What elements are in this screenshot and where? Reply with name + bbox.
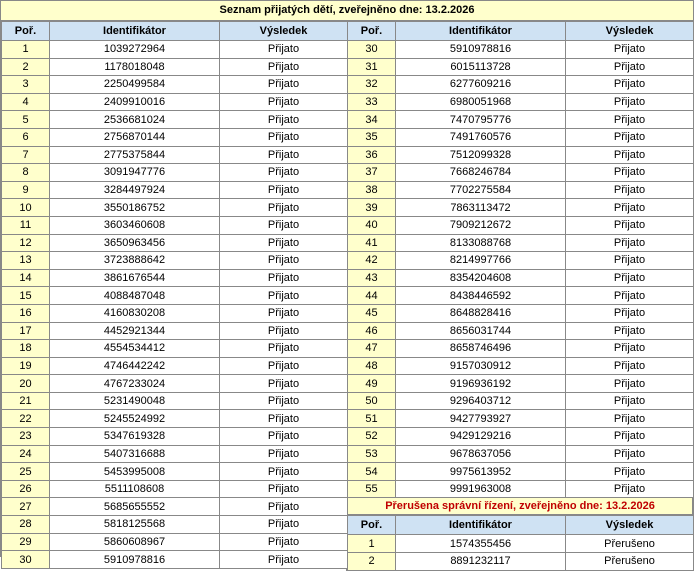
cell-por: 23: [2, 428, 50, 446]
table-row: [2, 216, 348, 234]
cell-vysledek: Přijato: [566, 41, 694, 59]
cell-vysledek: Přijato: [220, 340, 348, 358]
cell-por: 28: [2, 516, 50, 534]
table-row: [348, 410, 694, 428]
cell-ident: 9429129216: [396, 428, 566, 446]
cell-vysledek: Přijato: [566, 287, 694, 305]
cell-ident: 3091947776: [50, 164, 220, 182]
table-row: [348, 234, 694, 252]
cell-vysledek: Přijato: [566, 199, 694, 217]
table-row: [2, 287, 348, 305]
cell-ident: 8648828416: [396, 304, 566, 322]
cell-vysledek: Přijato: [566, 269, 694, 287]
column-header-vysledek: Výsledek: [566, 22, 694, 41]
column-header-identifikator: Identifikátor: [396, 22, 566, 41]
table-row: [2, 58, 348, 76]
cell-vysledek: Přijato: [220, 322, 348, 340]
column-header-vysledek: Výsledek: [566, 516, 694, 535]
table-row: [348, 445, 694, 463]
table-row: [2, 164, 348, 182]
table-row: [2, 322, 348, 340]
cell-vysledek: Přijato: [220, 428, 348, 446]
table-row: [2, 357, 348, 375]
cell-ident: 5910978816: [396, 41, 566, 59]
cell-ident: 3861676544: [50, 269, 220, 287]
cell-vysledek: Přijato: [220, 269, 348, 287]
cell-ident: 1574355456: [396, 535, 566, 553]
cell-por: 4: [2, 93, 50, 111]
table-row: [348, 322, 694, 340]
accepted-table-right-wrap: [347, 21, 693, 498]
cell-por: 37: [348, 164, 396, 182]
cell-por: 38: [348, 181, 396, 199]
cell-ident: 8133088768: [396, 234, 566, 252]
cell-por: 30: [2, 551, 50, 569]
cell-por: 12: [2, 234, 50, 252]
cell-ident: 9975613952: [396, 463, 566, 481]
accepted-table-left-body: [2, 41, 348, 569]
cell-vysledek: Přijato: [566, 252, 694, 270]
cell-por: 32: [348, 76, 396, 94]
cell-ident: 4452921344: [50, 322, 220, 340]
cell-por: 36: [348, 146, 396, 164]
table-row: [348, 111, 694, 129]
cell-ident: 7909212672: [396, 216, 566, 234]
table-row: [348, 535, 694, 553]
table-row: [2, 76, 348, 94]
table-row: [2, 375, 348, 393]
accepted-table-right-body: [348, 41, 694, 498]
table-row: [348, 392, 694, 410]
cell-por: 6: [2, 128, 50, 146]
cell-por: 53: [348, 445, 396, 463]
table-row: [2, 498, 348, 516]
table-row: [348, 181, 694, 199]
cell-ident: 5818125568: [50, 516, 220, 534]
table-row: [348, 287, 694, 305]
cell-ident: 4767233024: [50, 375, 220, 393]
cell-ident: 3603460608: [50, 216, 220, 234]
cell-vysledek: Přijato: [566, 322, 694, 340]
table-row: [348, 357, 694, 375]
cell-vysledek: Přijato: [566, 234, 694, 252]
cell-vysledek: Přijato: [566, 340, 694, 358]
cell-por: 34: [348, 111, 396, 129]
cell-vysledek: Přijato: [220, 111, 348, 129]
cell-por: 50: [348, 392, 396, 410]
table-row: [348, 269, 694, 287]
cell-por: 47: [348, 340, 396, 358]
cell-por: 22: [2, 410, 50, 428]
cell-por: 9: [2, 181, 50, 199]
cell-por: 27: [2, 498, 50, 516]
column-header-identifikator: Identifikátor: [396, 516, 566, 535]
cell-vysledek: Přijato: [566, 304, 694, 322]
cell-ident: 4160830208: [50, 304, 220, 322]
cell-por: 11: [2, 216, 50, 234]
accepted-table-left-wrap: [1, 21, 346, 569]
cell-por: 1: [2, 41, 50, 59]
cell-vysledek: Přijato: [566, 128, 694, 146]
cell-vysledek: Přijato: [220, 463, 348, 481]
cell-ident: 5685655552: [50, 498, 220, 516]
cell-por: 5: [2, 111, 50, 129]
table-row: [2, 128, 348, 146]
cell-por: 16: [2, 304, 50, 322]
cell-por: 31: [348, 58, 396, 76]
cell-vysledek: Přijato: [566, 480, 694, 498]
table-row: [2, 269, 348, 287]
cell-ident: 6277609216: [396, 76, 566, 94]
cell-ident: 8438446592: [396, 287, 566, 305]
table-row: [348, 340, 694, 358]
cell-ident: 4746442242: [50, 357, 220, 375]
cell-ident: 8891232117: [396, 553, 566, 571]
cell-por: 29: [2, 533, 50, 551]
cell-por: 24: [2, 445, 50, 463]
cell-ident: 3284497924: [50, 181, 220, 199]
cell-vysledek: Přijato: [566, 216, 694, 234]
cell-vysledek: Přijato: [566, 164, 694, 182]
table-row: [348, 164, 694, 182]
table-row: [2, 41, 348, 59]
cell-ident: 5407316688: [50, 445, 220, 463]
cell-por: 3: [2, 76, 50, 94]
cell-por: 46: [348, 322, 396, 340]
table-header-row: [348, 22, 694, 41]
cell-por: 13: [2, 252, 50, 270]
interrupted-table-wrap: [347, 515, 693, 570]
right-column: [347, 21, 693, 571]
cell-vysledek: Přerušeno: [566, 535, 694, 553]
table-header-row: [2, 22, 348, 41]
cell-por: 17: [2, 322, 50, 340]
cell-ident: 5231490048: [50, 392, 220, 410]
cell-ident: 7863113472: [396, 199, 566, 217]
cell-por: 55: [348, 480, 396, 498]
cell-por: 30: [348, 41, 396, 59]
cell-por: 41: [348, 234, 396, 252]
table-row: [348, 76, 694, 94]
cell-vysledek: Přijato: [220, 76, 348, 94]
table-row: [2, 234, 348, 252]
cell-ident: 7491760576: [396, 128, 566, 146]
cell-vysledek: Přijato: [566, 93, 694, 111]
cell-por: 25: [2, 463, 50, 481]
cell-ident: 8658746496: [396, 340, 566, 358]
cell-vysledek: Přijato: [566, 410, 694, 428]
cell-por: 52: [348, 428, 396, 446]
table-row: [348, 128, 694, 146]
cell-vysledek: Přijato: [220, 234, 348, 252]
cell-por: 14: [2, 269, 50, 287]
column-header-por: Poř.: [2, 22, 50, 41]
table-row: [348, 480, 694, 498]
cell-ident: 2775375844: [50, 146, 220, 164]
left-column-spacer: [1, 569, 346, 571]
cell-por: 49: [348, 375, 396, 393]
table-row: [2, 111, 348, 129]
table-row: [348, 146, 694, 164]
table-row: [348, 58, 694, 76]
cell-vysledek: Přijato: [220, 252, 348, 270]
cell-ident: 2536681024: [50, 111, 220, 129]
cell-vysledek: Přijato: [566, 357, 694, 375]
cell-ident: 2756870144: [50, 128, 220, 146]
table-row: [2, 252, 348, 270]
cell-ident: 1039272964: [50, 41, 220, 59]
table-row: [2, 392, 348, 410]
cell-ident: 2409910016: [50, 93, 220, 111]
table-row: [348, 41, 694, 59]
cell-por: 26: [2, 480, 50, 498]
cell-ident: 7512099328: [396, 146, 566, 164]
interrupted-section-title: Přerušena správní řízení, zveřejněno dne: 13.2.2026: [347, 498, 693, 515]
table-row: [348, 553, 694, 571]
cell-por: 33: [348, 93, 396, 111]
cell-vysledek: Přijato: [566, 463, 694, 481]
cell-vysledek: Přijato: [220, 480, 348, 498]
cell-ident: 8214997766: [396, 252, 566, 270]
cell-por: 35: [348, 128, 396, 146]
cell-por: 18: [2, 340, 50, 358]
table-row: [2, 304, 348, 322]
cell-por: 1: [348, 535, 396, 553]
cell-por: 20: [2, 375, 50, 393]
accepted-table-left: [1, 21, 348, 569]
cell-por: 54: [348, 463, 396, 481]
cell-ident: 3550186752: [50, 199, 220, 217]
cell-ident: 9678637056: [396, 445, 566, 463]
cell-por: 10: [2, 199, 50, 217]
table-row: [2, 199, 348, 217]
interrupted-table-body: [348, 535, 694, 570]
cell-por: 7: [2, 146, 50, 164]
cell-ident: 5347619328: [50, 428, 220, 446]
table-row: [348, 93, 694, 111]
cell-por: 42: [348, 252, 396, 270]
column-header-por: Poř.: [348, 22, 396, 41]
cell-por: 48: [348, 357, 396, 375]
table-row: [348, 463, 694, 481]
cell-vysledek: Přijato: [220, 498, 348, 516]
accepted-table-right: [347, 21, 694, 498]
cell-vysledek: Přijato: [220, 41, 348, 59]
cell-vysledek: Přijato: [220, 357, 348, 375]
table-row: [348, 428, 694, 446]
cell-vysledek: Přijato: [220, 410, 348, 428]
cell-ident: 9427793927: [396, 410, 566, 428]
two-column-layout: [1, 21, 693, 571]
column-header-vysledek: Výsledek: [220, 22, 348, 41]
table-row: [2, 463, 348, 481]
cell-ident: 6015113728: [396, 58, 566, 76]
cell-vysledek: Přijato: [566, 428, 694, 446]
cell-ident: 9157030912: [396, 357, 566, 375]
table-row: [2, 551, 348, 569]
cell-ident: 9296403712: [396, 392, 566, 410]
cell-vysledek: Přijato: [566, 76, 694, 94]
cell-ident: 1178018048: [50, 58, 220, 76]
cell-ident: 9991963008: [396, 480, 566, 498]
cell-vysledek: Přijato: [220, 93, 348, 111]
cell-por: 15: [2, 287, 50, 305]
cell-vysledek: Přijato: [220, 551, 348, 569]
table-row: [2, 445, 348, 463]
table-row: [2, 428, 348, 446]
page-title: Seznam přijatých dětí, zveřejněno dne: 13.2.2026: [1, 1, 693, 21]
cell-vysledek: Přijato: [220, 58, 348, 76]
table-row: [348, 252, 694, 270]
cell-vysledek: Přijato: [220, 375, 348, 393]
cell-ident: 9196936192: [396, 375, 566, 393]
cell-vysledek: Přijato: [220, 164, 348, 182]
cell-vysledek: Přijato: [566, 181, 694, 199]
cell-vysledek: Přijato: [220, 287, 348, 305]
table-row: [2, 533, 348, 551]
column-header-identifikator: Identifikátor: [50, 22, 220, 41]
cell-ident: 7668246784: [396, 164, 566, 182]
table-row: [2, 340, 348, 358]
cell-vysledek: Přijato: [220, 128, 348, 146]
cell-vysledek: Přijato: [566, 111, 694, 129]
table-row: [348, 199, 694, 217]
cell-por: 19: [2, 357, 50, 375]
cell-ident: 5511108608: [50, 480, 220, 498]
cell-por: 39: [348, 199, 396, 217]
cell-vysledek: Přijato: [566, 58, 694, 76]
cell-ident: 5910978816: [50, 551, 220, 569]
cell-vysledek: Přijato: [220, 216, 348, 234]
cell-ident: 5860608967: [50, 533, 220, 551]
cell-ident: 5453995008: [50, 463, 220, 481]
cell-por: 8: [2, 164, 50, 182]
cell-ident: 4088487048: [50, 287, 220, 305]
cell-vysledek: Přijato: [566, 146, 694, 164]
cell-ident: 7702275584: [396, 181, 566, 199]
cell-por: 44: [348, 287, 396, 305]
cell-vysledek: Přijato: [220, 533, 348, 551]
left-column: [1, 21, 347, 571]
cell-vysledek: Přijato: [220, 199, 348, 217]
cell-ident: 3650963456: [50, 234, 220, 252]
cell-vysledek: Přijato: [220, 146, 348, 164]
cell-por: 51: [348, 410, 396, 428]
cell-vysledek: Přijato: [220, 181, 348, 199]
cell-ident: 7470795776: [396, 111, 566, 129]
cell-por: 45: [348, 304, 396, 322]
table-row: [2, 410, 348, 428]
cell-vysledek: Přijato: [220, 304, 348, 322]
table-row: [2, 146, 348, 164]
cell-ident: 2250499584: [50, 76, 220, 94]
cell-vysledek: Přijato: [220, 445, 348, 463]
table-row: [2, 181, 348, 199]
cell-por: 2: [348, 553, 396, 571]
table-row: [2, 93, 348, 111]
interrupted-table: [347, 515, 694, 570]
table-row: [348, 216, 694, 234]
table-row: [348, 375, 694, 393]
cell-vysledek: Přijato: [220, 516, 348, 534]
table-row: [2, 516, 348, 534]
cell-por: 40: [348, 216, 396, 234]
table-row: [348, 304, 694, 322]
cell-por: 2: [2, 58, 50, 76]
cell-vysledek: Přerušeno: [566, 553, 694, 571]
table-row: [2, 480, 348, 498]
cell-vysledek: Přijato: [220, 392, 348, 410]
cell-vysledek: Přijato: [566, 392, 694, 410]
column-header-por: Poř.: [348, 516, 396, 535]
cell-ident: 5245524992: [50, 410, 220, 428]
cell-vysledek: Přijato: [566, 375, 694, 393]
cell-ident: 6980051968: [396, 93, 566, 111]
table-header-row: [348, 516, 694, 535]
cell-por: 43: [348, 269, 396, 287]
cell-ident: 3723888642: [50, 252, 220, 270]
cell-ident: 8656031744: [396, 322, 566, 340]
cell-ident: 8354204608: [396, 269, 566, 287]
cell-por: 21: [2, 392, 50, 410]
cell-vysledek: Přijato: [566, 445, 694, 463]
cell-ident: 4554534412: [50, 340, 220, 358]
